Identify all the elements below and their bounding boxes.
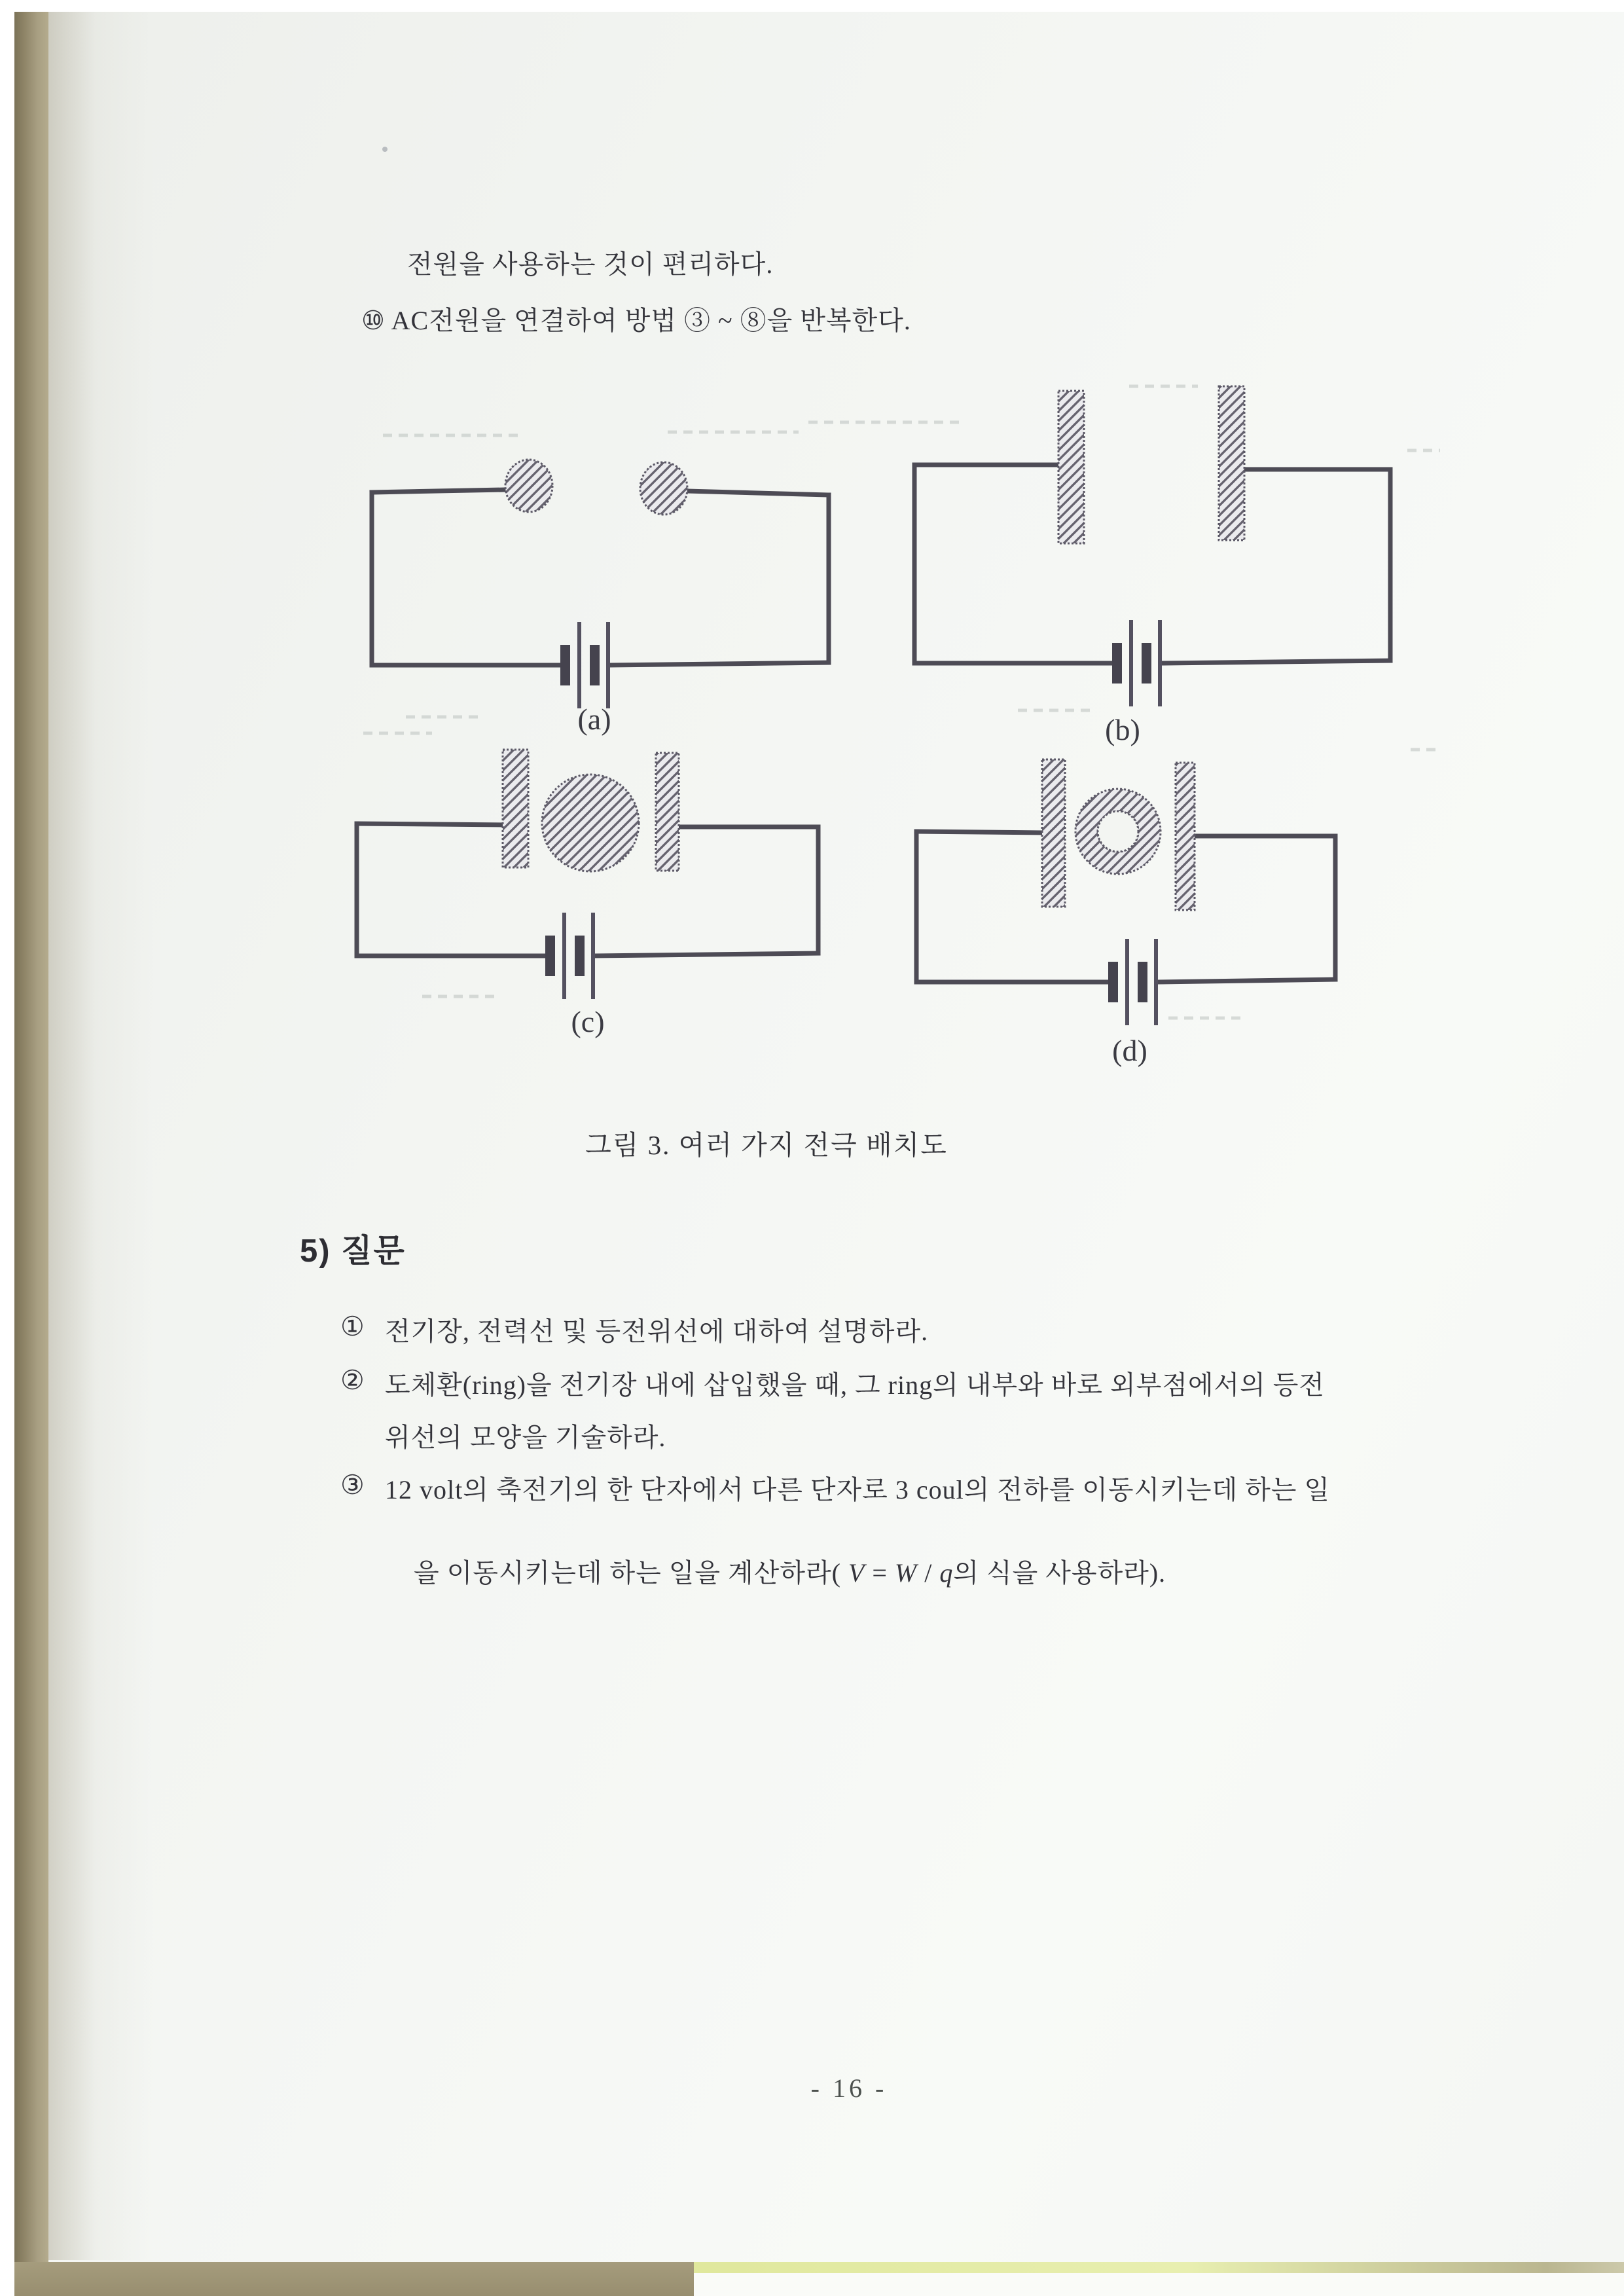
battery-a	[560, 622, 610, 708]
scan-edge-top	[0, 0, 1624, 12]
intro-line-2: ⑩ AC전원을 연결하여 방법 ③ ~ ⑧을 반복한다.	[361, 306, 911, 335]
figure-label-a: (a)	[577, 702, 611, 736]
q3-text-pre: 을 이동시키는데 하는 일을 계산하라(	[414, 1558, 848, 1588]
question-2-line-1: 도체환(ring)을 전기장 내에 삽입했을 때, 그 ring의 내부와 바로 외부점에서의 등전	[385, 1370, 1326, 1400]
q3-var-q: q	[939, 1558, 954, 1588]
book-spine-band	[14, 12, 48, 2296]
conducting-disc	[542, 774, 639, 871]
scan-edge-left	[0, 0, 14, 2296]
figure-caption: 그림 3. 여러 가지 전극 배치도	[585, 1130, 948, 1160]
circuit-diagram-b	[914, 386, 1390, 706]
battery-c	[545, 913, 595, 999]
diagram-b-wires	[914, 465, 1390, 663]
point-electrodes	[505, 460, 687, 515]
figure-label-c: (c)	[571, 1005, 605, 1038]
circuit-diagram-c	[357, 750, 818, 999]
figure-label-b: (b)	[1105, 713, 1140, 746]
q3-equals: =	[865, 1558, 895, 1588]
scan-speck	[382, 147, 388, 152]
circuit-diagram-a	[372, 460, 829, 708]
question-3-marker: ③	[340, 1470, 365, 1500]
page-number: - 16 -	[810, 2073, 888, 2103]
section-heading: 5) 질문	[300, 1233, 406, 1269]
battery-b	[1112, 620, 1162, 706]
spine-shadow	[48, 12, 153, 2260]
intro-line-1: 전원을 사용하는 것이 편리하다.	[407, 249, 774, 279]
question-1-line-1: 전기장, 전력선 및 등전위선에 대하여 설명하라.	[385, 1317, 929, 1346]
figure-electrode-arrangements	[327, 367, 1440, 1152]
q3-var-v: V	[848, 1558, 865, 1588]
q3-text-post: 의 식을 사용하라).	[953, 1558, 1166, 1588]
bottom-edge-strip	[655, 2262, 1624, 2273]
question-1-marker: ①	[340, 1311, 365, 1341]
ring-hole	[1098, 811, 1138, 852]
question-3-line-2	[385, 1522, 1166, 1620]
diagram-a-wires	[372, 490, 829, 665]
q3-var-w: W	[894, 1558, 918, 1588]
q3-slash: /	[917, 1558, 940, 1588]
battery-d	[1108, 939, 1158, 1025]
question-2-marker: ②	[340, 1365, 365, 1395]
bottom-spine-band	[14, 2262, 694, 2296]
bottom-edge-white	[694, 2273, 1624, 2296]
question-2-line-2: 위선의 모양을 기술하라.	[385, 1423, 666, 1452]
circuit-diagram-d	[916, 759, 1335, 1025]
question-3-line-1: 12 volt의 축전기의 한 단자에서 다른 단자로 3 coul의 전하를 이동시키는데 하는 일	[385, 1475, 1331, 1504]
plate-electrodes-b	[1058, 386, 1244, 543]
figure-label-d: (d)	[1112, 1034, 1147, 1067]
